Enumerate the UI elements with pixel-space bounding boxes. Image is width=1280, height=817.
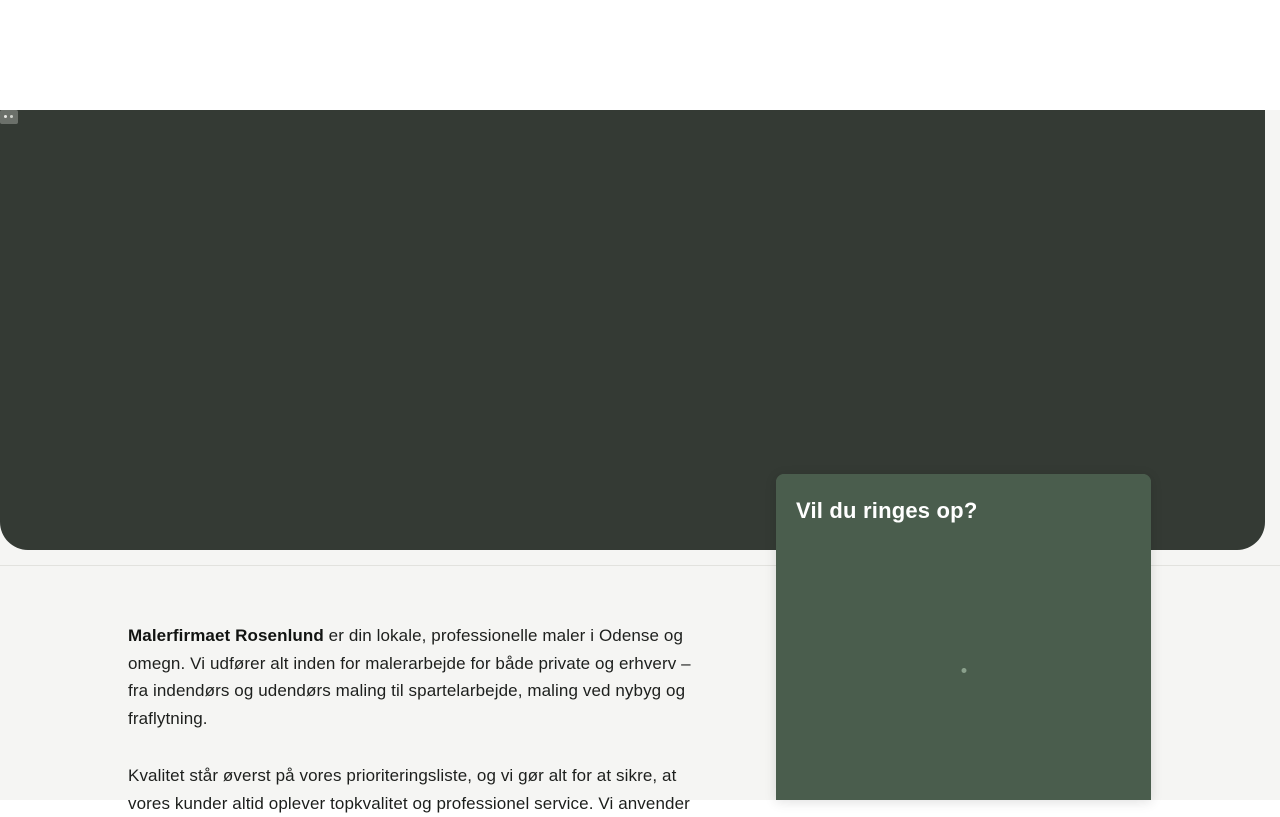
- image-placeholder-icon: [0, 110, 18, 124]
- image-placeholder-dot-secondary-icon: [10, 115, 13, 118]
- company-name: Malerfirmaet Rosenlund: [128, 626, 324, 645]
- intro-paragraph-1: [128, 622, 713, 732]
- callback-widget[interactable]: [776, 474, 1151, 800]
- loading-dot-icon: [961, 668, 966, 673]
- image-placeholder-dot-icon: [4, 115, 7, 118]
- intro-paragraph-2: [128, 762, 713, 817]
- intro-paragraph-2-text: Kvalitet står øverst på vores prioriteringsliste, og vi gør alt for at sikre, at vores kunder altid oplever topkvalitet og professionel service. Vi anvender: [128, 766, 690, 813]
- callback-widget-title: Vil du ringes op?: [796, 498, 978, 523]
- intro-text-column: [128, 622, 713, 817]
- site-header-strip: [0, 0, 1280, 110]
- intro-paragraph-1-rest: er din lokale, professionelle maler i Odense og omegn. Vi udfører alt inden for malerarbejde for både private og erhverv – fra indendørs og udendørs maling til spartelarbejde, maling ved nybyg og fraflytning.: [128, 626, 691, 728]
